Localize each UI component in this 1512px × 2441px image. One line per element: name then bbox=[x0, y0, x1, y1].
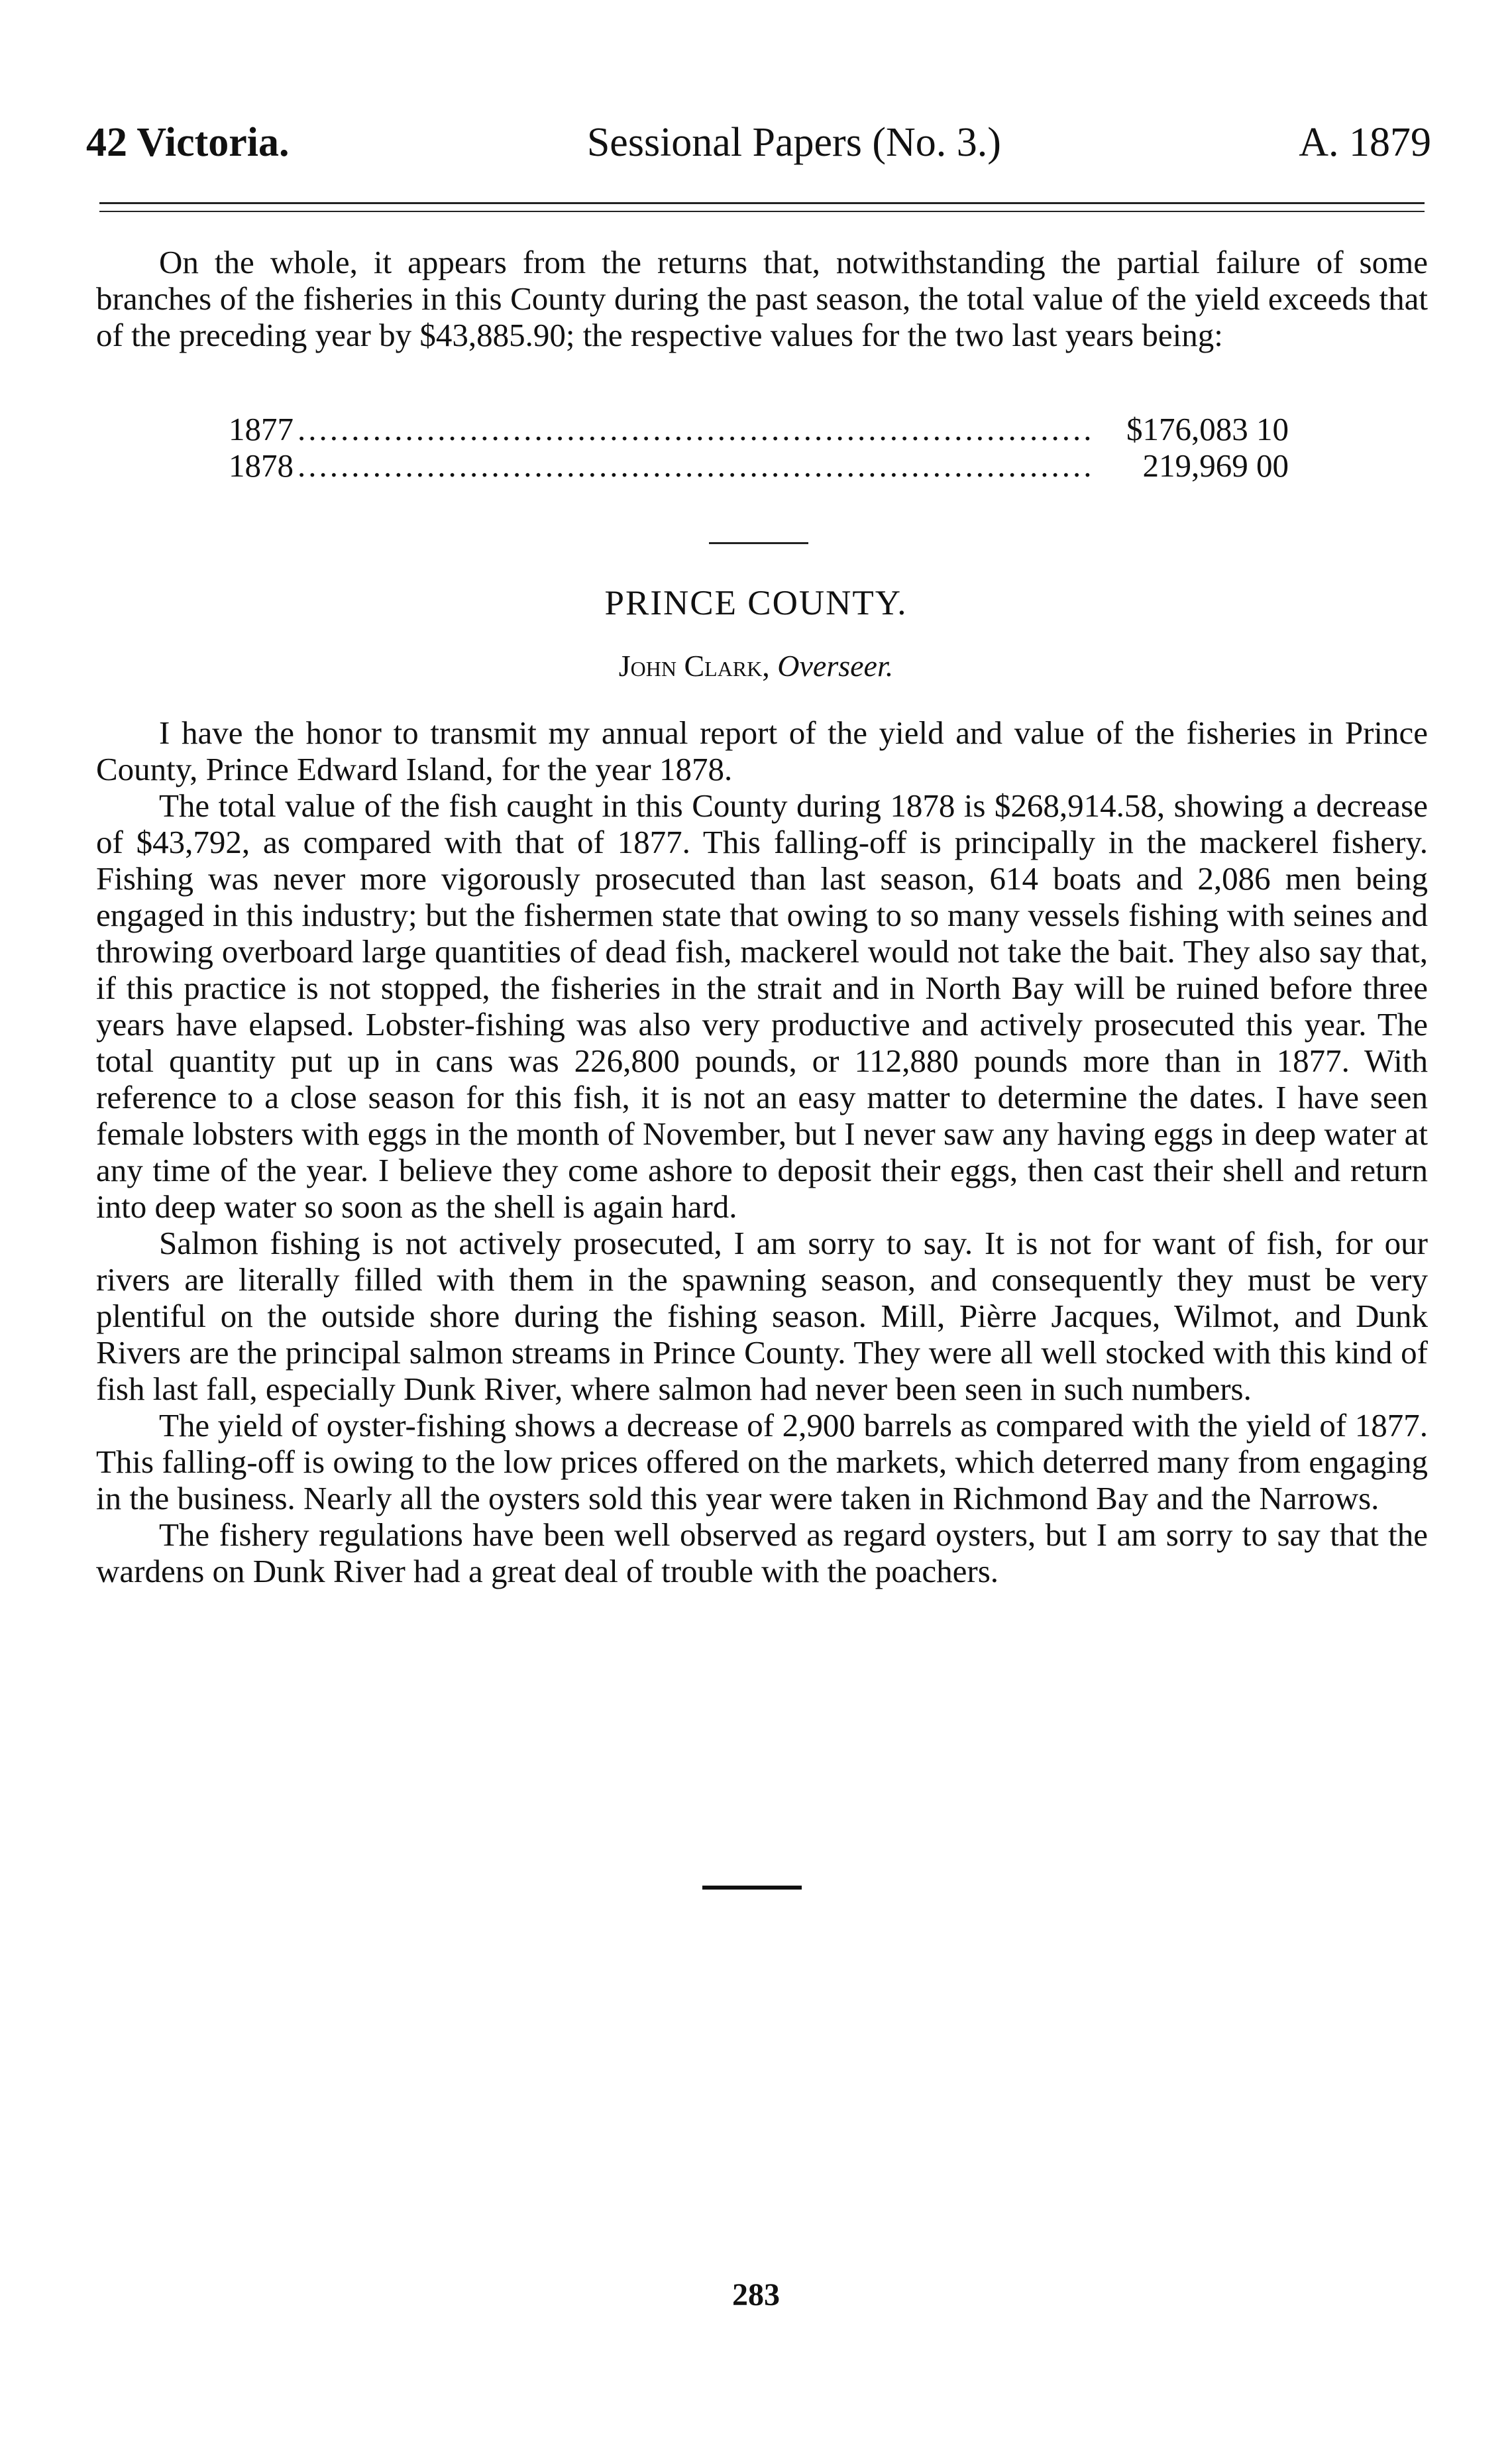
report-body bbox=[96, 714, 1428, 1589]
running-header bbox=[86, 119, 1431, 166]
intro-section bbox=[96, 244, 1428, 353]
dot-leader bbox=[294, 411, 1090, 447]
overseer-title: Overseer. bbox=[777, 649, 894, 683]
header-rule bbox=[99, 202, 1425, 212]
yield-row bbox=[229, 411, 1289, 447]
overseer-byline bbox=[0, 648, 1512, 683]
end-divider bbox=[702, 1886, 802, 1890]
yield-values-table bbox=[229, 411, 1289, 484]
page-number: 283 bbox=[732, 2277, 780, 2312]
section-divider bbox=[709, 542, 808, 544]
report-paragraph: I have the honor to transmit my annual report of the yield and value of the fisheries in Prince County, Prince Edward Island, for the year 1878. bbox=[96, 714, 1428, 787]
section-title: PRINCE COUNTY. bbox=[604, 584, 908, 622]
header-year: A. 1879 bbox=[1299, 120, 1431, 165]
dot-leader bbox=[294, 447, 1090, 484]
overseer-name: John Clark, bbox=[618, 649, 770, 683]
yield-amount: 219,969 00 bbox=[1142, 447, 1289, 484]
yield-row bbox=[229, 447, 1289, 484]
header-volume: 42 Victoria. bbox=[86, 120, 290, 165]
report-paragraph: Salmon fishing is not actively prosecuted, I am sorry to say. It is not for want of fish, for our rivers are literally filled with them in the spawning season, and consequently they must be very plentiful on the outside shore during the fishing season. Mill, Pièrre Jacques, Wilmot, and Dunk Rivers are the principal salmon streams in Prince County. They were all well stocked with this kind of fish last fall, especially Dunk River, where salmon had never been seen in such numbers. bbox=[96, 1225, 1428, 1407]
yield-year: 1878 bbox=[229, 447, 294, 484]
yield-year: 1877 bbox=[229, 411, 294, 447]
report-paragraph: The total value of the fish caught in this County during 1878 is $268,914.58, showing a decrease of $43,792, as compared with that of 1877. This falling-off is principally in the mackerel fishery. Fishing was never more vigorously prosecuted than last season, 614 boats and 2,086 men being engaged in this industry; but the fishermen state that owing to so many vessels fishing with seines and throwing overboard large quantities of dead fish, mackerel would not take the bait. They also say that, if this practice is not stopped, the fisheries in the strait and in North Bay will be ruined before three years have elapsed. Lobster-fishing was also very productive and actively prosecuted this year. The total quantity put up in cans was 226,800 pounds, or 112,880 pounds more than in 1877. With reference to a close season for this fish, it is not an easy matter to determine the dates. I have seen female lobsters with eggs in the month of November, but I never saw any having eggs in deep water at any time of the year. I believe they come ashore to deposit their eggs, then cast their shell and return into deep water so soon as the shell is again hard. bbox=[96, 787, 1428, 1225]
report-paragraph: The fishery regulations have been well observed as regard oysters, but I am sorry to say that the wardens on Dunk River had a great deal of trouble with the poachers. bbox=[96, 1516, 1428, 1589]
yield-amount: $176,083 10 bbox=[1126, 411, 1289, 447]
intro-paragraph: On the whole, it appears from the returns that, notwithstanding the partial failure of some branches of the fisheries in this County during the past season, the total value of the yield exceeds that of the preceding year by $43,885.90; the respective values for the two last years being: bbox=[96, 244, 1428, 353]
report-paragraph: The yield of oyster-fishing shows a decrease of 2,900 barrels as compared with the yield of 1877. This falling-off is owing to the low prices offered on the markets, which deterred many from engaging in the business. Nearly all the oysters sold this year were taken in Richmond Bay and the Narrows. bbox=[96, 1407, 1428, 1516]
header-title: Sessional Papers (No. 3.) bbox=[586, 120, 1001, 165]
